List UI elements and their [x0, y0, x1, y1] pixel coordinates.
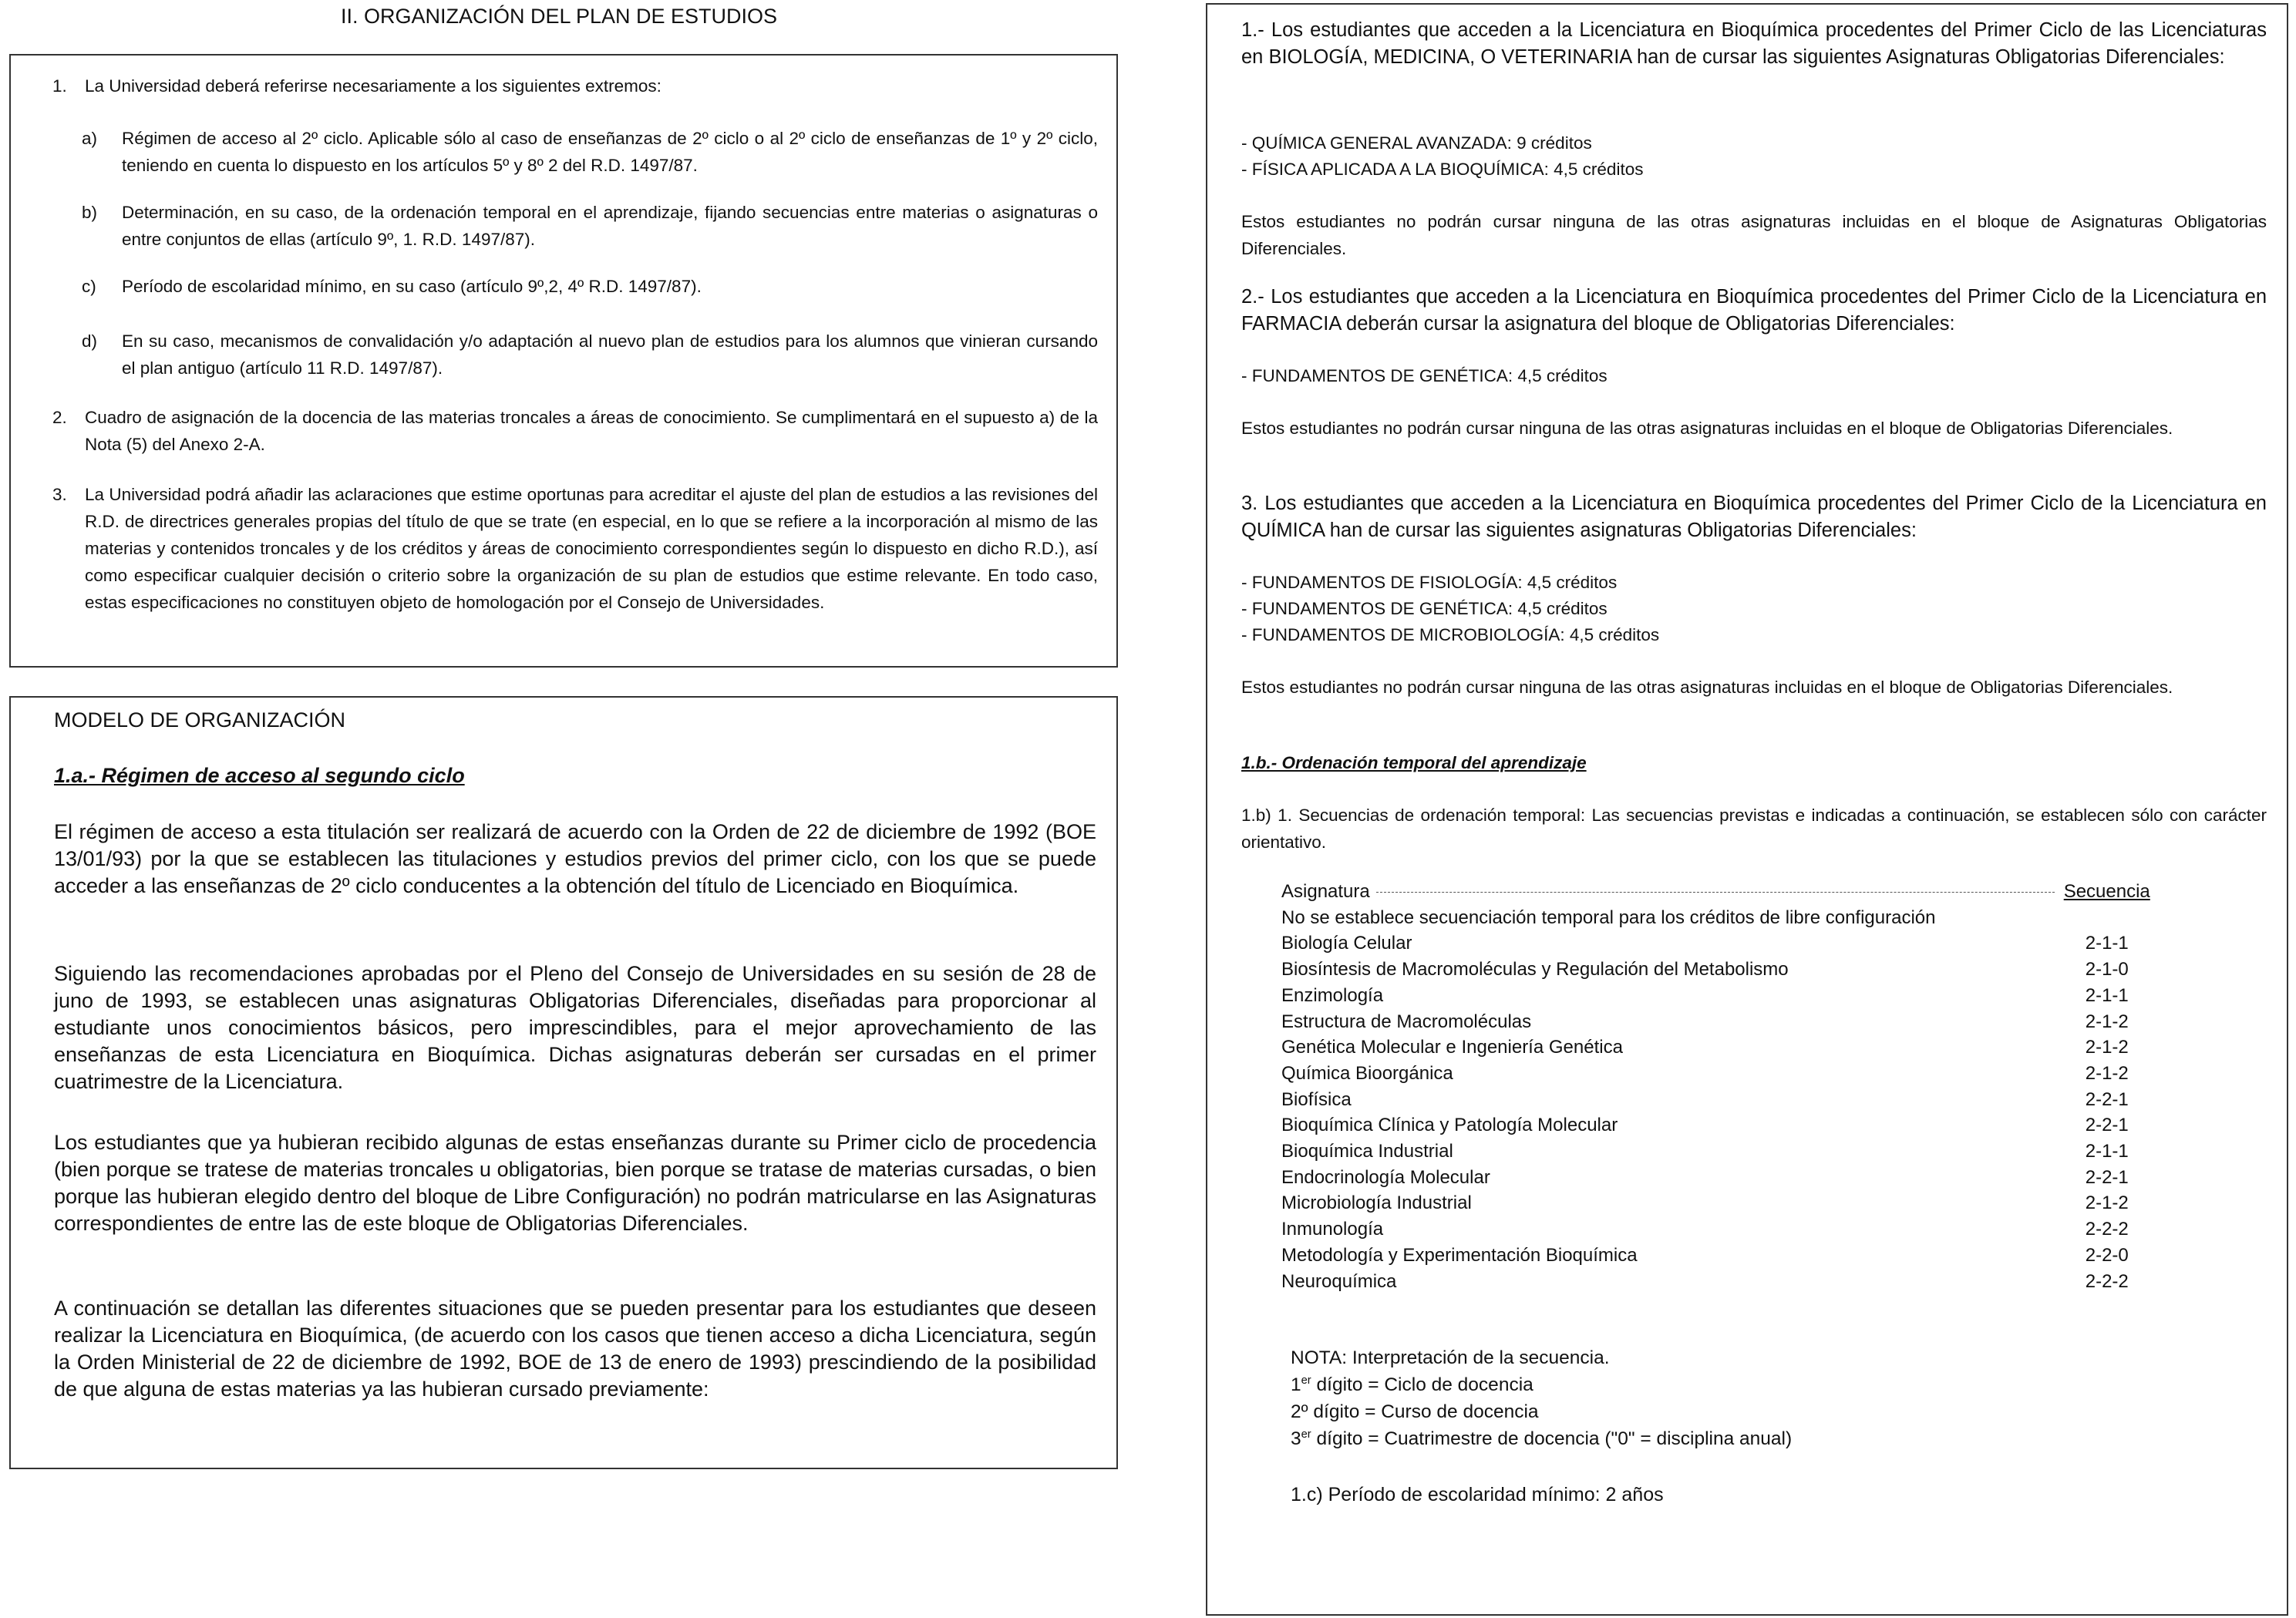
sub-label: a) [82, 129, 98, 148]
subject-cell: Inmunología [1281, 1219, 1384, 1240]
note-text: dígito = Ciclo de docencia [1311, 1374, 1533, 1395]
paragraph-restriction-1: Estos estudiantes no podrán cursar ninguna de las otras asignaturas incluidas en el bloque de Asignaturas Obligatorias Diferenciales. [1241, 212, 2267, 258]
column-header-sequence: Secuencia [2063, 881, 2150, 902]
sequence-cell: 2-1-0 [2085, 959, 2129, 981]
access-regime-heading: 1.a.- Régimen de acceso al segundo ciclo [54, 764, 465, 787]
free-configuration-note: No se establece secuenciación temporal para los créditos de libre configuración [1281, 907, 1936, 928]
subject-cell: Bioquímica Industrial [1281, 1141, 1453, 1162]
subject-cell: Genética Molecular e Ingeniería Genética [1281, 1037, 1623, 1058]
table-row [1281, 1112, 2153, 1139]
list-item: - QUÍMICA GENERAL AVANZADA: 9 créditos [1241, 133, 1592, 153]
instruction-item-2 [52, 404, 1098, 458]
sub-text: En su caso, mecanismos de convalidación y/o adaptación al nuevo plan de estudios para los alumnos que vinieran cursando el plan antiguo (artículo 11 R.D. 1497/87). [122, 331, 1098, 378]
paragraph-pharmacy: 2.- Los estudiantes que acceden a la Licenciatura en Bioquímica procedentes del Primer Ciclo de la Licenciatura en FARMACIA deberán cursar la asignatura del bloque de Obligatorias Diferenciales: [1241, 286, 2267, 335]
sequence-cell: 2-1-1 [2085, 984, 2129, 1006]
item-number: 3. [52, 485, 67, 504]
subject-cell: Química Bioorgánica [1281, 1062, 1453, 1084]
subject-cell: Endocrinología Molecular [1281, 1166, 1490, 1188]
temporal-order-heading: 1.b.- Ordenación temporal del aprendizaje [1241, 753, 1587, 772]
sub-text: Determinación, en su caso, de la ordenación temporal en el aprendizaje, fijando secuencias entre materias o asignaturas o entre conjuntos de ellas (artículo 9º, 1. R.D. 1497/87). [122, 203, 1098, 249]
section-title: II. ORGANIZACIÓN DEL PLAN DE ESTUDIOS [340, 5, 778, 28]
table-row [1281, 1216, 2153, 1243]
paragraph-chemistry: 3. Los estudiantes que acceden a la Licenciatura en Bioquímica procedentes del Primer Ciclo de la Licenciatura en QUÍMICA han de cursar las siguientes asignaturas Obligatorias Diferenciales: [1241, 493, 2267, 541]
list-item: - FÍSICA APLICADA A LA BIOQUÍMICA: 4,5 créditos [1241, 160, 1644, 179]
note-line-1 [1291, 1371, 1792, 1398]
note-title: NOTA: Interpretación de la secuencia. [1291, 1347, 1610, 1368]
subject-cell: Biología Celular [1281, 933, 1412, 954]
sequence-table [1281, 879, 2153, 1294]
paragraph-sequences: 1.b) 1. Secuencias de ordenación temporal: Las secuencias previstas e indicadas a continuación, se establecen sólo con carácter orientativo. [1241, 806, 2267, 852]
table-row [1281, 1190, 2153, 1216]
sequence-cell: 2-2-1 [2085, 1088, 2129, 1110]
list-item: - FUNDAMENTOS DE FISIOLOGÍA: 4,5 créditos [1241, 573, 1618, 592]
sequence-cell: 2-2-1 [2085, 1166, 2129, 1188]
sub-text: Período de escolaridad mínimo, en su caso (artículo 9º,2, 4º R.D. 1497/87). [122, 277, 702, 296]
subject-cell: Metodología y Experimentación Bioquímica [1281, 1244, 1638, 1266]
instruction-item-1 [52, 72, 1093, 99]
sub-label: d) [82, 331, 98, 351]
table-row [1281, 1061, 2153, 1087]
sequence-cell: 2-2-2 [2085, 1270, 2129, 1292]
digit-number: 1 [1291, 1374, 1301, 1395]
sub-label: b) [82, 203, 98, 222]
instructions-box [9, 54, 1118, 668]
subject-cell: Estructura de Macromoléculas [1281, 1011, 1532, 1032]
sub-item-a [82, 125, 1098, 179]
sequence-cell: 2-1-1 [2085, 1141, 2129, 1162]
paragraph-access: El régimen de acceso a esta titulación ser realizará de acuerdo con la Orden de 22 de diciembre de 1992 (BOE 13/01/93) por la que se establecen las titulaciones y estudios previos del primer ciclo, con los que se puede acceder a las enseñanzas de 2º ciclo conducentes a la obtención del título de Licenciado en Bioquímica. [54, 820, 1096, 897]
sub-text: Régimen de acceso al 2º ciclo. Aplicable sólo al caso de enseñanzas de 2º ciclo o al 2º ciclo de enseñanzas de 1º y 2º ciclo, teniendo en cuenta lo dispuesto en los artículos 5º y 8º 2 del R.D. 1497/87. [122, 129, 1098, 175]
table-row [1281, 1009, 2153, 1035]
differential-subjects-box [1206, 3, 2288, 1616]
note-line-2: 2º dígito = Curso de docencia [1291, 1401, 1539, 1422]
table-row [1281, 930, 2153, 957]
subject-cell: Microbiología Industrial [1281, 1192, 1472, 1214]
sub-item-d [82, 328, 1098, 382]
model-heading: MODELO DE ORGANIZACIÓN [54, 708, 346, 732]
subject-cell: Bioquímica Clínica y Patología Molecular [1281, 1115, 1618, 1136]
subject-cell: Biofísica [1281, 1088, 1352, 1110]
note-line-3 [1291, 1425, 1792, 1452]
item-text: La Universidad deberá referirse necesariamente a los siguientes extremos: [85, 76, 662, 96]
instruction-item-3 [52, 481, 1098, 616]
subject-cell: Enzimología [1281, 984, 1384, 1006]
list-item: - FUNDAMENTOS DE GENÉTICA: 4,5 créditos [1241, 599, 1608, 618]
table-row [1281, 1139, 2153, 1165]
ordinal-suffix: er [1301, 1428, 1311, 1441]
table-row [1281, 983, 2153, 1009]
sequence-cell: 2-1-2 [2085, 1011, 2129, 1032]
subject-cell: Biosíntesis de Macromoléculas y Regulación del Metabolismo [1281, 959, 1789, 981]
subject-cell: Neuroquímica [1281, 1270, 1397, 1292]
paragraph-restriction-3: Estos estudiantes no podrán cursar ninguna de las otras asignaturas incluidas en el bloque de Obligatorias Diferenciales. [1241, 678, 2173, 697]
minimum-period: 1.c) Período de escolaridad mínimo: 2 años [1291, 1484, 1664, 1505]
sequence-cell: 2-2-2 [2085, 1219, 2129, 1240]
sequence-cell: 2-1-2 [2085, 1037, 2129, 1058]
table-row [1281, 1269, 2153, 1295]
sub-label: c) [82, 277, 96, 296]
table-row [1281, 1087, 2153, 1113]
sequence-cell: 2-2-1 [2085, 1115, 2129, 1136]
column-header-subject [1281, 879, 2061, 905]
sequence-cell: 2-1-1 [2085, 933, 2129, 954]
paragraph-students: Los estudiantes que ya hubieran recibido algunas de estas enseñanzas durante su Primer ciclo de procedencia (bien porque se tratese de materias troncales u obligatorias, bien porque se tratase de materias cursadas, o bien porque las hubieran elegido dentro del bloque de Libre Configuración) no podrán matricularse en las Asignaturas correspondientes de entre las de este bloque de Obligatorias Diferenciales. [54, 1131, 1096, 1235]
list-item: - FUNDAMENTOS DE MICROBIOLOGÍA: 4,5 créditos [1241, 625, 1660, 644]
item-text: La Universidad podrá añadir las aclaraciones que estime oportunas para acreditar el ajuste del plan de estudios a las revisiones del R.D. de directrices generales propias del título de que se trate (en especial, en lo que se refiere a la incorporación al mismo de las materias y contenidos troncales y de los créditos y áreas de conocimiento correspondientes según lo dispuesto en dicho R.D.), así como especificar cualquier decisión o criterio sobre la organización de su plan de estudios que estime relevante. En todo caso, estas especificaciones no constituyen objeto de homologación por el Consejo de Universidades. [85, 485, 1098, 612]
digit-number: 3 [1291, 1428, 1301, 1449]
sequence-note [1291, 1344, 1792, 1452]
paragraph-biology-medicine: 1.- Los estudiantes que acceden a la Licenciatura en Bioquímica procedentes del Primer Ciclo de las Licenciaturas en BIOLOGÍA, MEDICINA, O VETERINARIA han de cursar las siguientes Asignaturas Obligatorias Diferenciales: [1241, 19, 2267, 68]
table-header-row [1281, 879, 2153, 905]
organization-model-box [9, 696, 1118, 1469]
paragraph-recommendations: Siguiendo las recomendaciones aprobadas por el Pleno del Consejo de Universidades en su sesión de 28 de juno de 1993, se establecen unas asignaturas Obligatorias Diferenciales, diseñadas para proporcionar al estudiante unos conocimientos básicos, pero imprescindibles, para el mejor aprovechamiento de las enseñanzas de esta Licenciatura en Bioquímica. Dichas asignaturas deberán ser cursadas en el primer cuatrimestre de la Licenciatura. [54, 962, 1096, 1093]
table-row [1281, 1243, 2153, 1269]
sequence-cell: 2-2-0 [2085, 1244, 2129, 1266]
sub-item-b [82, 199, 1098, 253]
note-text: dígito = Cuatrimestre de docencia ("0" = disciplina anual) [1311, 1428, 1793, 1449]
table-note-row [1281, 905, 2153, 931]
item-number: 2. [52, 408, 67, 427]
table-row [1281, 1034, 2153, 1061]
item-number: 1. [52, 76, 67, 96]
paragraph-situations: A continuación se detallan las diferentes situaciones que se pueden presentar para los estudiantes que deseen realizar la Licenciatura en Bioquímica, (de acuerdo con los casos que tienen acceso a dicha Licenciatura, según la Orden Ministerial de 22 de diciembre de 1992, BOE de 13 de enero de 1993) prescindiendo de la posibilidad de que alguna de estas materias ya las hubieran cursado previamente: [54, 1297, 1096, 1401]
ordinal-suffix: er [1301, 1374, 1311, 1387]
sequence-cell: 2-1-2 [2085, 1062, 2129, 1084]
sub-item-c [82, 273, 1098, 300]
table-row [1281, 957, 2153, 983]
sequence-cell: 2-1-2 [2085, 1192, 2129, 1214]
dotted-leader [1376, 892, 2055, 893]
table-row [1281, 1165, 2153, 1191]
subject-header-label: Asignatura [1281, 881, 1370, 902]
list-item: - FUNDAMENTOS DE GENÉTICA: 4,5 créditos [1241, 366, 1608, 385]
item-text: Cuadro de asignación de la docencia de las materias troncales a áreas de conocimiento. Se cumplimentará en el supuesto a) de la Nota (5) del Anexo 2-A. [85, 408, 1098, 454]
paragraph-restriction-2: Estos estudiantes no podrán cursar ninguna de las otras asignaturas incluidas en el bloque de Obligatorias Diferenciales. [1241, 419, 2173, 438]
